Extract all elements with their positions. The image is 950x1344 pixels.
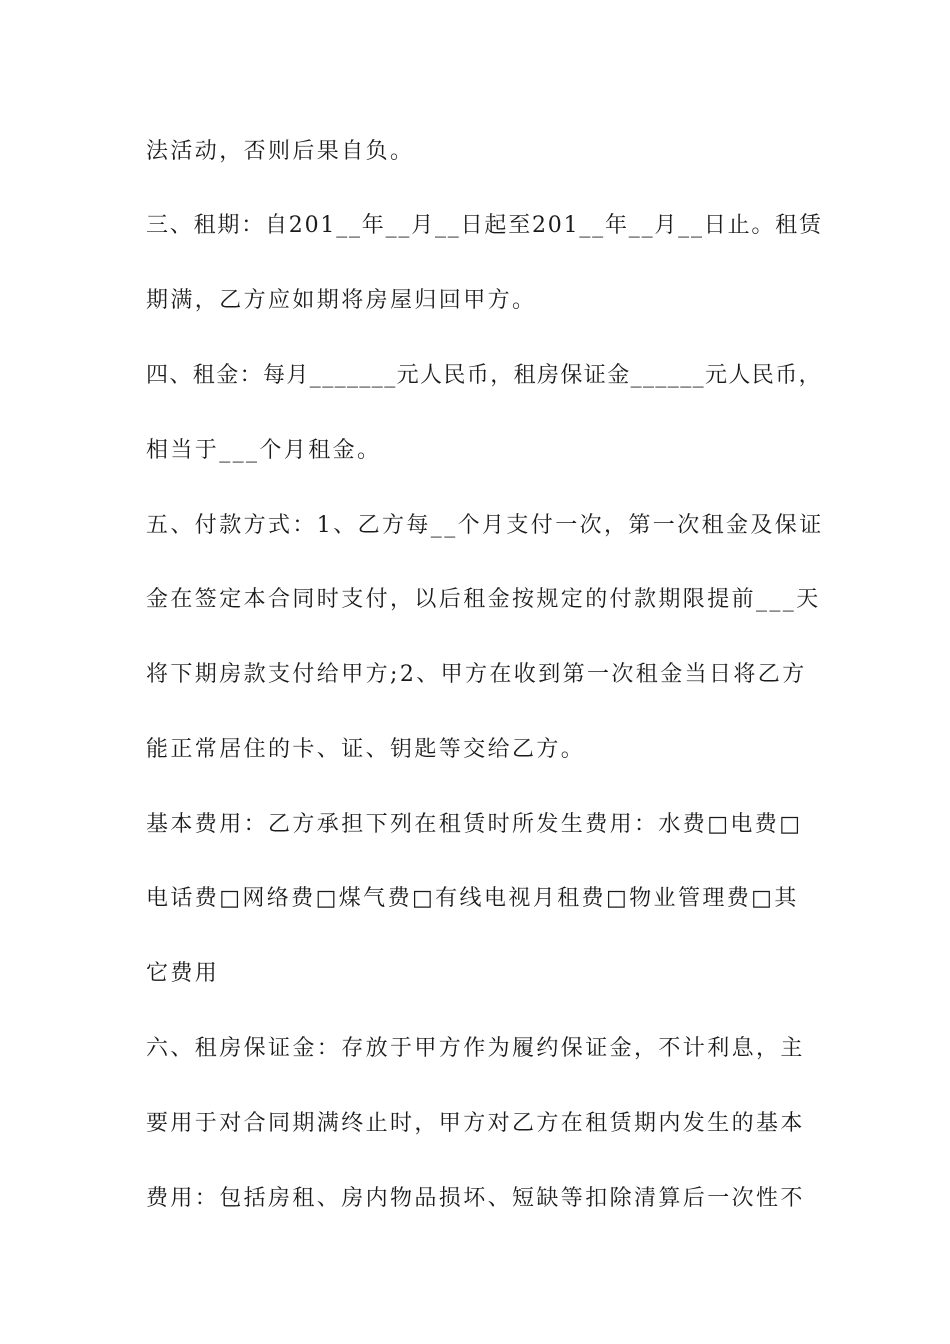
text-line: 能正常居住的卡、证、钥匙等交给乙方。 <box>146 737 586 762</box>
text-line: 期满，乙方应如期将房屋归回甲方。 <box>146 288 537 313</box>
text-line: 它费用 <box>146 961 220 986</box>
text-line: 费用：包括房租、房内物品损坏、短缺等扣除清算后一次性不 <box>146 1186 805 1211</box>
text-line: 相当于___个月租金。 <box>146 438 382 463</box>
text-line: 四、租金：每月_______元人民币，租房保证金______元人民币， <box>146 363 823 388</box>
text-line: 电话费□网络费□煤气费□有线电视月租费□物业管理费□其 <box>146 886 799 911</box>
text-line: 三、租期：自201__年__月__日起至201__年__月__日止。租赁 <box>146 213 823 238</box>
text-line: 将下期房款支付给甲方;2、甲方在收到第一次租金当日将乙方 <box>146 662 807 687</box>
text-line: 法活动，否则后果自负。 <box>146 139 415 164</box>
text-line: 六、租房保证金：存放于甲方作为履约保证金，不计利息，主 <box>146 1036 805 1061</box>
text-line: 要用于对合同期满终止时，甲方对乙方在租赁期内发生的基本 <box>146 1111 805 1136</box>
text-line: 基本费用：乙方承担下列在租赁时所发生费用：水费□电费□ <box>146 812 803 837</box>
text-line: 金在签定本合同时支付，以后租金按规定的付款期限提前___天 <box>146 587 821 612</box>
text-line: 五、付款方式：1、乙方每__个月支付一次，第一次租金及保证 <box>146 513 824 538</box>
